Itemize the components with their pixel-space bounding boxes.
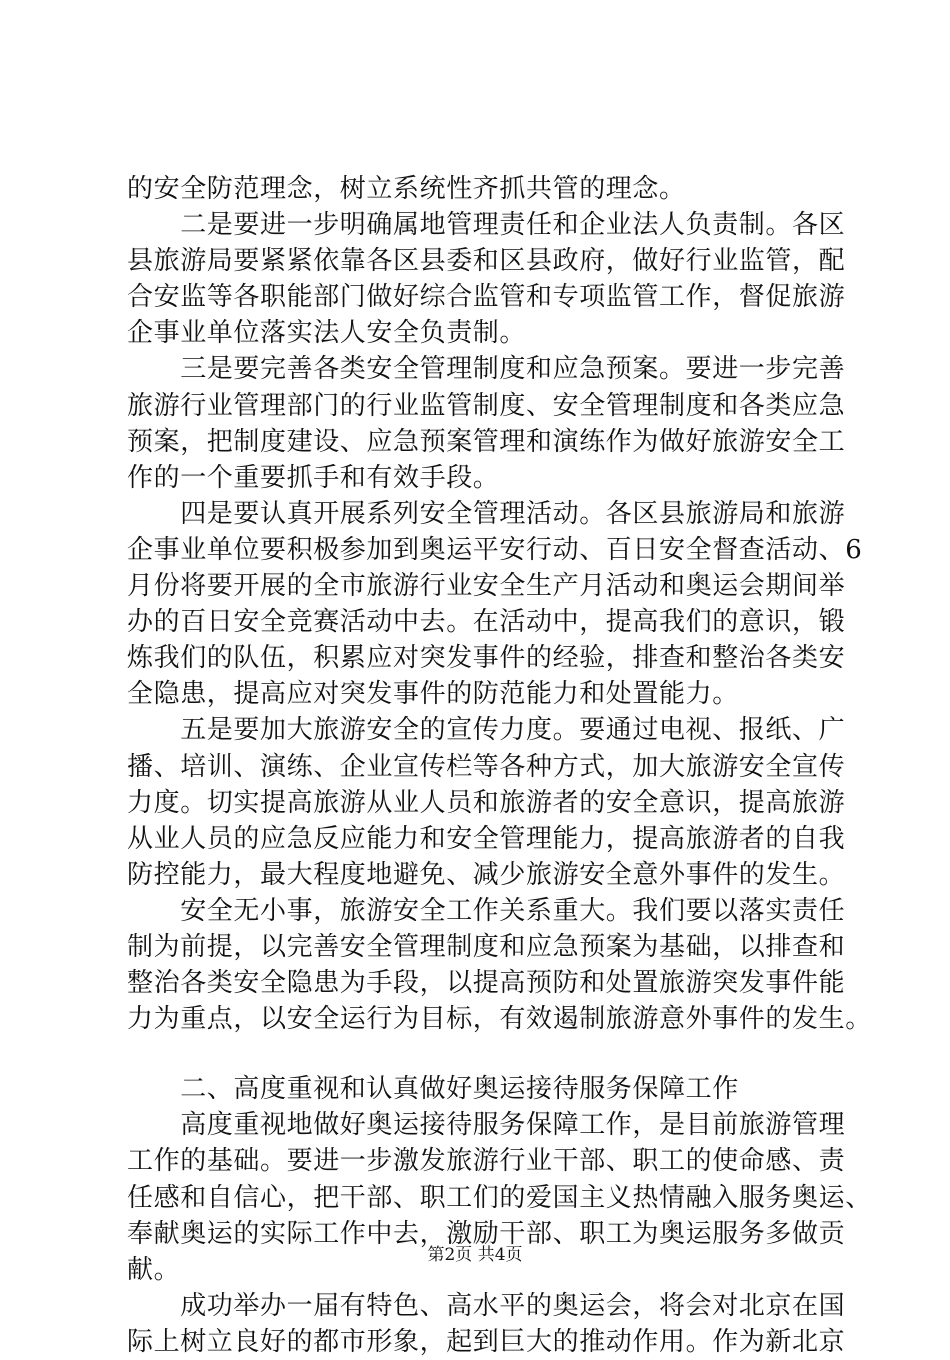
text-line: 办的百日安全竞赛活动中去。在活动中，提高我们的意识，锻 [127, 607, 846, 638]
text-line: 际上树立良好的都市形象，起到巨大的推动作用。作为新北京 [127, 1326, 846, 1357]
text-line: 二是要进一步明确属地管理责任和企业法人负责制。各区 [127, 210, 846, 241]
text-line: 全隐患，提高应对突发事件的防范能力和处置能力。 [127, 679, 739, 710]
text-line: 旅游行业管理部门的行业监管制度、安全管理制度和各类应急 [127, 390, 846, 421]
text-line: 献。 [127, 1254, 181, 1285]
text-line: 力度。切实提高旅游从业人员和旅游者的安全意识，提高旅游 [127, 787, 846, 818]
text-line: 企事业单位落实法人安全负责制。 [127, 318, 527, 349]
text-section-olympics [127, 1071, 872, 1360]
text-line: 从业人员的应急反应能力和安全管理能力，提高旅游者的自我 [127, 823, 846, 854]
text-line: 安全无小事，旅游安全工作关系重大。我们要以落实责任 [127, 895, 846, 926]
text-line: 作的一个重要抓手和有效手段。 [127, 462, 500, 493]
text-line: 三是要完善各类安全管理制度和应急预案。要进一步完善 [127, 354, 846, 385]
text-line: 五是要加大旅游安全的宣传力度。要通过电视、报纸、广 [127, 715, 846, 746]
paragraph-gap [127, 1037, 857, 1071]
text-line: 成功举办一届有特色、高水平的奥运会，将会对北京在国 [127, 1290, 846, 1321]
text-line: 制为前提，以完善安全管理制度和应急预案为基础，以排查和 [127, 931, 846, 962]
text-line: 合安监等各职能部门做好综合监管和专项监管工作，督促旅游 [127, 282, 846, 313]
text-line: 高度重视地做好奥运接待服务保障工作，是目前旅游管理 [127, 1110, 846, 1141]
text-line: 月份将要开展的全市旅游行业安全生产月活动和奥运会期间举 [127, 571, 846, 602]
text-line: 奉献奥运的实际工作中去，激励干部、职工为奥运服务多做贡 [127, 1218, 846, 1249]
text-line: 工作的基础。要进一步激发旅游行业干部、职工的使命感、责 [127, 1146, 846, 1177]
text-line: 整治各类安全隐患为手段，以提高预防和处置旅游突发事件能 [127, 968, 846, 999]
text-line: 播、培训、演练、企业宣传栏等各种方式，加大旅游安全宣传 [127, 751, 846, 782]
text-section-safety [127, 171, 872, 1037]
text-line: 力为重点，以安全运行为目标，有效遏制旅游意外事件的发生。 [127, 1004, 872, 1035]
text-line: 县旅游局要紧紧依靠各区县委和区县政府，做好行业监管，配 [127, 246, 846, 277]
text-line: 的安全防范理念，树立系统性齐抓共管的理念。 [127, 174, 686, 204]
text-line: 预案，把制度建设、应急预案管理和演练作为做好旅游安全工 [127, 426, 846, 457]
text-line: 二、高度重视和认真做好奥运接待服务保障工作 [127, 1074, 739, 1105]
text-line: 企事业单位要积极参加到奥运平安行动、百日安全督查活动、6 [127, 534, 863, 565]
page-footer: 第2页 共4页 [427, 1245, 523, 1265]
text-line: 防控能力，最大程度地避免、减少旅游安全意外事件的发生。 [127, 859, 846, 890]
text-line: 炼我们的队伍，积累应对突发事件的经验，排查和整治各类安 [127, 643, 846, 674]
document-body [127, 171, 872, 1360]
text-line: 四是要认真开展系列安全管理活动。各区县旅游局和旅游 [127, 498, 846, 529]
text-line: 任感和自信心，把干部、职工们的爱国主义热情融入服务奥运、 [127, 1182, 872, 1213]
